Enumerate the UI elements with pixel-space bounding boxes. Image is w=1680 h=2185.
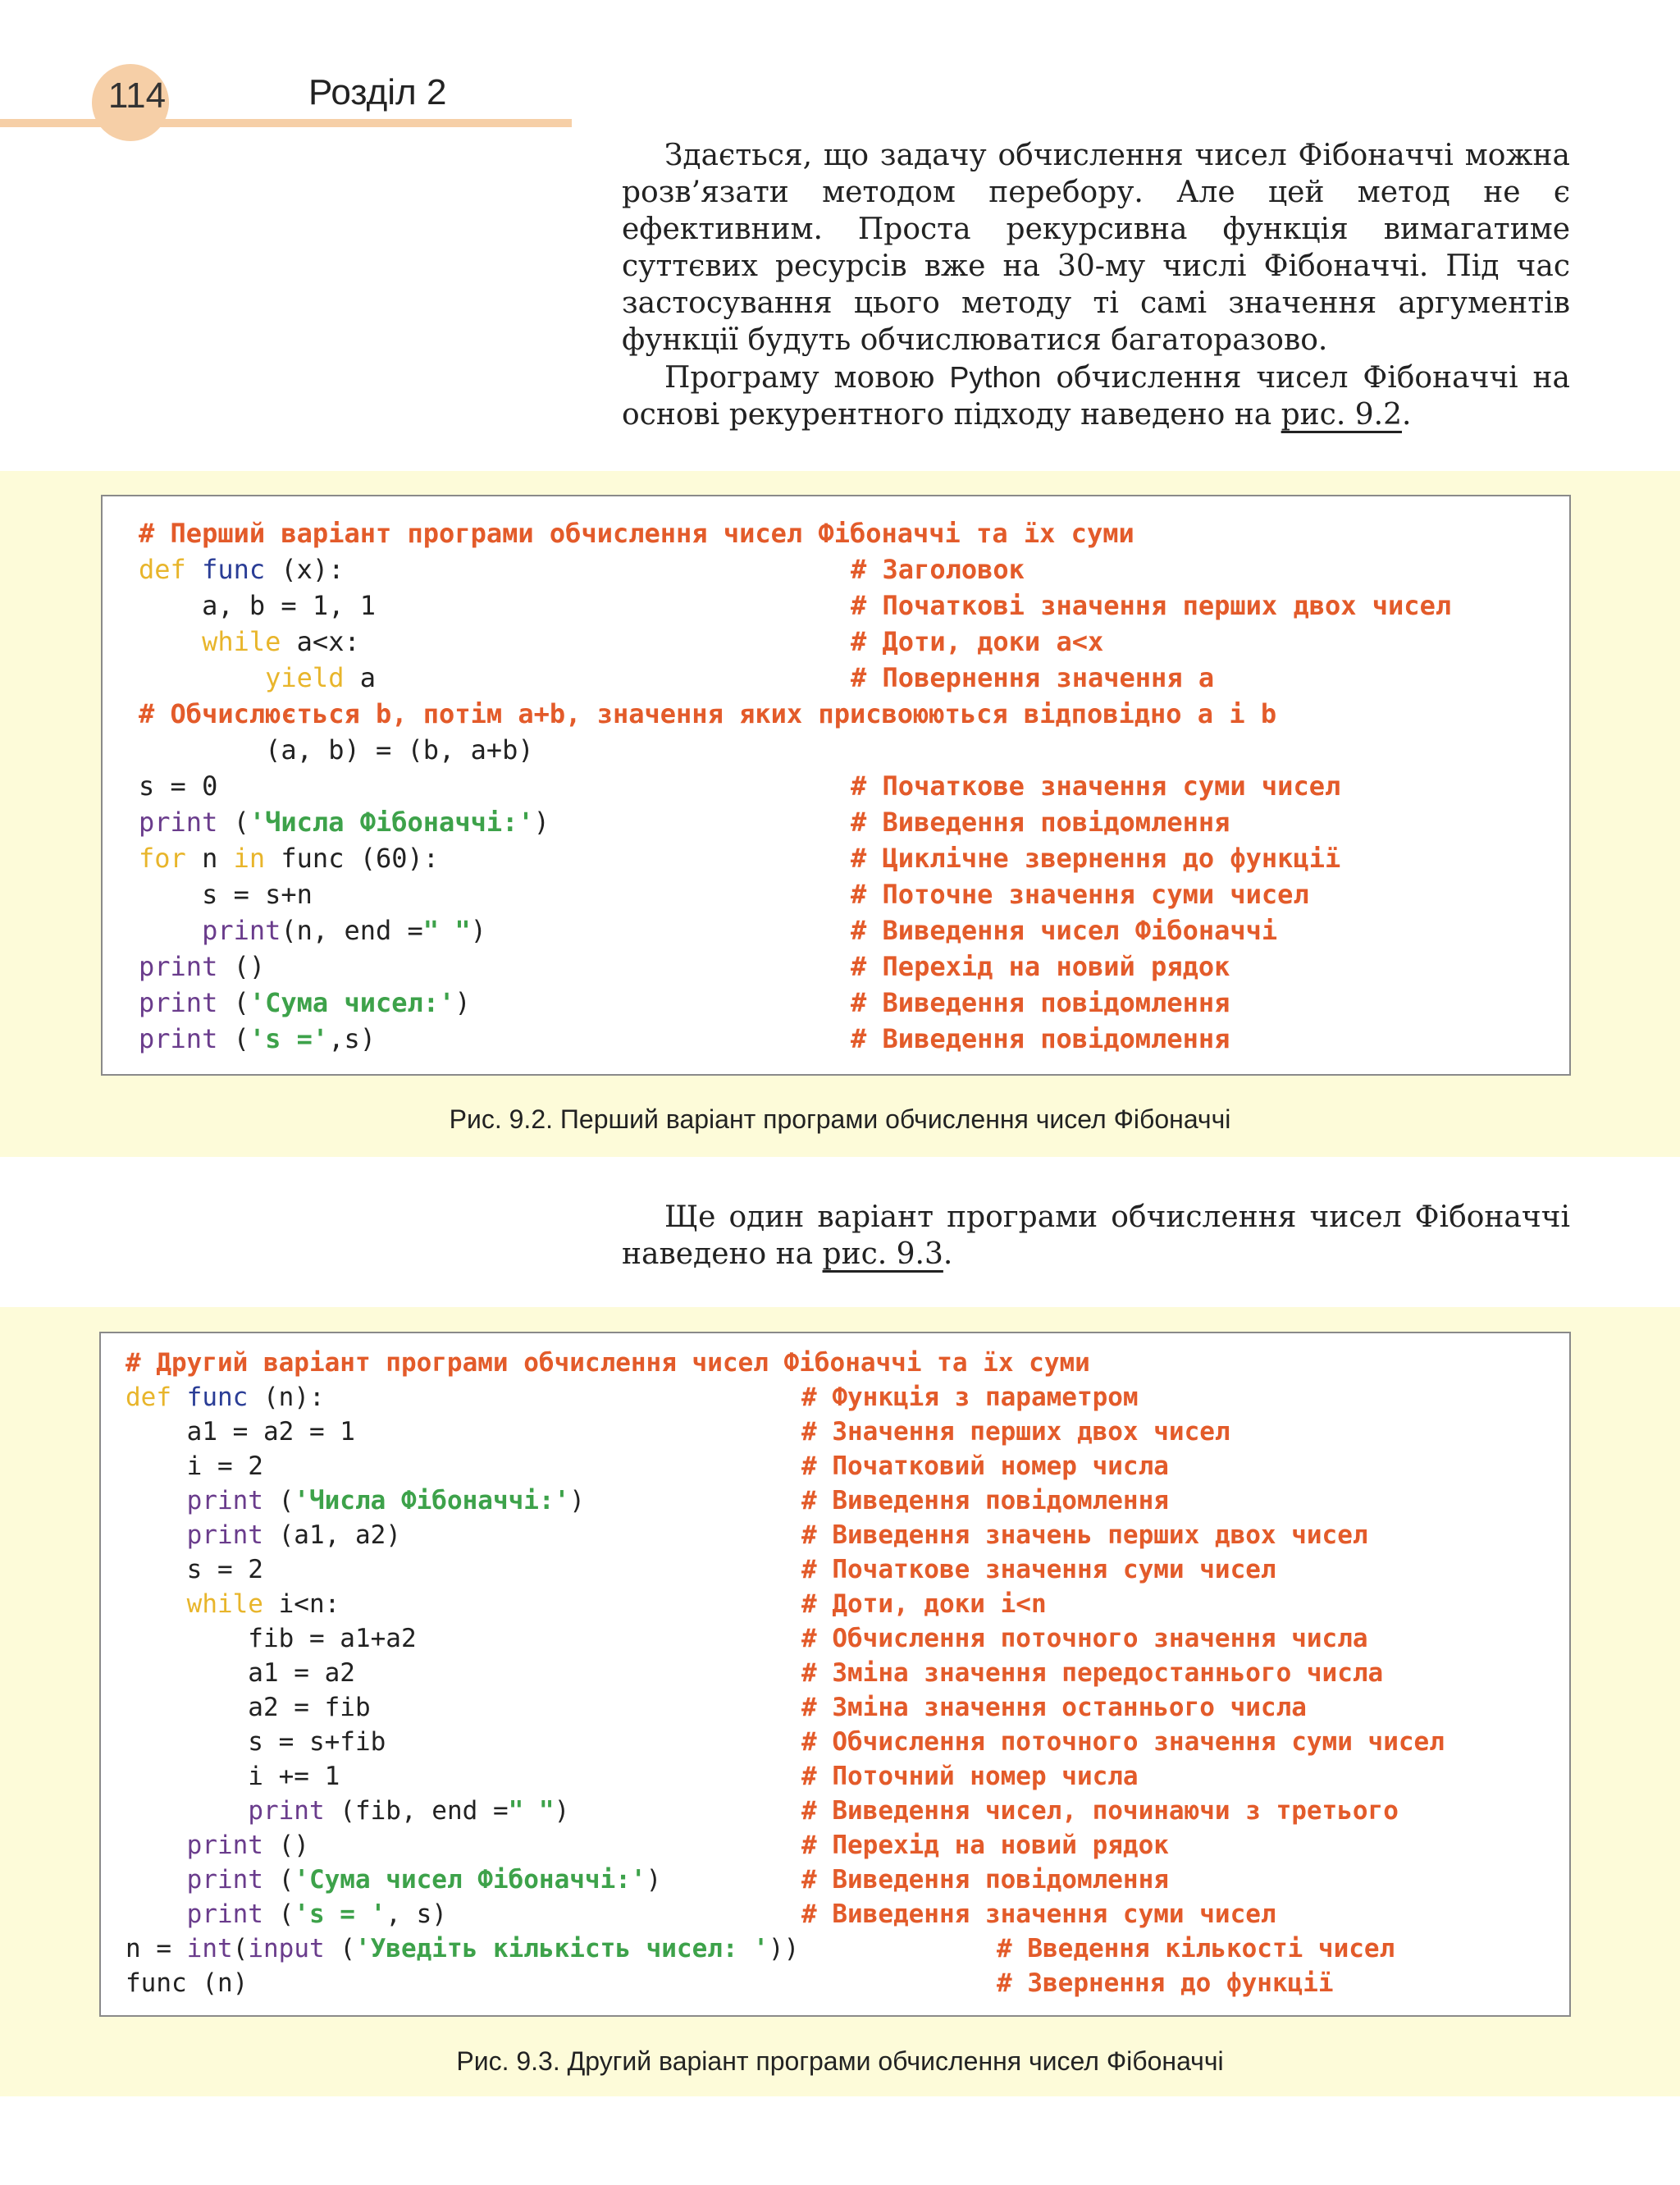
code-comment: # Обчислюється b, потім a+b, значення яких присвоюються відповідно a і b (139, 698, 1277, 729)
middle-paragraph: Ще один варіант програми обчислення чисел Фібоначчі наведено на рис. 9.3. (622, 1200, 1570, 1271)
code-line: fib = a1+a2 (126, 1624, 417, 1653)
code-comment: # Виведення чисел, починаючи з третього (801, 1796, 1399, 1826)
code-line: (a, b) = (b, a+b) (139, 734, 534, 766)
code-comment: # Перехід на новий рядок (801, 1831, 1169, 1860)
code-line: for n in func (60): (139, 843, 440, 874)
code-comment: # Доти, доки i<n (801, 1589, 1047, 1619)
code-comment: # Виведення чисел Фібоначчі (851, 915, 1278, 946)
code-line: s = s+n (139, 879, 313, 910)
code-comment: # Виведення повідомлення (801, 1486, 1169, 1515)
code-line: a, b = 1, 1 (139, 590, 376, 621)
code-line: yield a (265, 662, 376, 693)
code-listing-9-2 (101, 495, 1571, 1076)
code-line: print () (139, 951, 266, 982)
page-number: 114 (107, 75, 167, 116)
code-comment: # Початкові значення перших двох чисел (851, 590, 1452, 621)
code-line: print ('Сума чисел:') (139, 987, 471, 1018)
code-comment: # Зміна значення передостаннього числа (801, 1658, 1384, 1688)
code-line: i += 1 (126, 1762, 340, 1791)
intro-text (622, 137, 1570, 433)
code-comment: # Виведення повідомлення (851, 807, 1230, 838)
code-comment: # Виведення повідомлення (851, 987, 1230, 1018)
code-line: s = 0 (139, 770, 218, 802)
code-line: while i<n: (186, 1589, 340, 1619)
code-line: print (fib, end =" ") (248, 1796, 570, 1826)
python-word: Python (949, 360, 1042, 394)
code-line: def func (x): (139, 554, 345, 585)
code-comment: # Введення кількості чисел (997, 1934, 1395, 1963)
code-comment: # Циклічне звернення до функції (851, 843, 1341, 874)
code-line: print ('Числа Фібоначчі:') (186, 1486, 585, 1515)
code-line: i = 2 (126, 1451, 263, 1481)
code-line: while a<x: (202, 626, 360, 657)
code-line: print ('s =',s) (139, 1023, 376, 1054)
code-line: func (n) (126, 1968, 249, 1998)
code-comment: # Значення перших двох чисел (801, 1417, 1230, 1447)
code-line: s = s+fib (126, 1727, 386, 1757)
code-comment: # Виведення повідомлення (851, 1023, 1230, 1054)
code-comment: # Виведення повідомлення (801, 1865, 1169, 1895)
figure-ref-9-3[interactable]: рис. 9.3 (822, 1237, 943, 1271)
code-comment: # Звернення до функції (997, 1968, 1334, 1998)
code-line: print ('Сума чисел Фібоначчі:') (186, 1865, 662, 1895)
code-line: a1 = a2 (126, 1658, 355, 1688)
header-rule (0, 119, 572, 127)
code-line: print (a1, a2) (186, 1520, 401, 1550)
middle-text (622, 1199, 1570, 1273)
code-comment: # Поточне значення суми чисел (851, 879, 1309, 910)
code-comment: # Початковий номер числа (801, 1451, 1169, 1481)
code-line: n = int(input ('Уведіть кількість чисел: ')) (126, 1934, 800, 1963)
code-line: print ('Числа Фібоначчі:') (139, 807, 550, 838)
code-comment: # Заголовок (851, 554, 1025, 585)
code-comment: # Початкове значення суми чисел (851, 770, 1341, 802)
code-comment: # Виведення значення суми чисел (801, 1899, 1276, 1929)
code-line: print(n, end =" ") (202, 915, 486, 946)
code-line: a2 = fib (126, 1693, 371, 1722)
code-comment: # Функція з параметром (801, 1383, 1139, 1412)
code-line: print ('s = ', s) (186, 1899, 447, 1929)
code-comment: # Перехід на новий рядок (851, 951, 1230, 982)
code-comment: # Повернення значення a (851, 662, 1215, 693)
code-comment: # Обчислення поточного значення суми чисел (801, 1727, 1445, 1757)
figure-caption-9-2: Рис. 9.2. Перший варіант програми обчислення чисел Фібоначчі (449, 1104, 1231, 1134)
figure-caption-9-3: Рис. 9.3. Другий варіант програми обчислення чисел Фібоначчі (456, 2046, 1224, 2076)
code-line: def func (n): (126, 1383, 325, 1412)
code-comment: # Обчислення поточного значення числа (801, 1624, 1368, 1653)
code-comment: # Поточний номер числа (801, 1762, 1139, 1791)
intro-paragraph-1: Здається, що задачу обчислення чисел Фібоначчі можна розв’язати методом перебору. Але цей метод не є ефективним. Проста рекурсивна функція вимагатиме суттєвих ресурсів вже на 30-му числі Фібоначчі. Під час застосування цього методу ті самі значення аргументів функції будуть обчислюватися багаторазово. (622, 139, 1570, 357)
code-line: a1 = a2 = 1 (126, 1417, 355, 1447)
intro-paragraph-2: Програму мовою Python обчислення чисел Фібоначчі на основі рекурентного підходу наведено на рис. 9.2. (622, 360, 1570, 432)
code-line: s = 2 (126, 1555, 263, 1584)
figure-ref-9-2[interactable]: рис. 9.2 (1281, 398, 1402, 432)
code-comment: # Другий варіант програми обчислення чисел Фібоначчі та їх суми (126, 1348, 1090, 1378)
code-listing-9-3 (99, 1332, 1571, 2017)
code-comment: # Перший варіант програми обчислення чисел Фібоначчі та їх суми (139, 518, 1134, 549)
code-comment: # Доти, доки a<x (851, 626, 1104, 657)
code-comment: # Початкове значення суми чисел (801, 1555, 1276, 1584)
code-comment: # Виведення значень перших двох чисел (801, 1520, 1368, 1550)
code-line: print () (186, 1831, 309, 1860)
section-title: Розділ 2 (308, 72, 447, 112)
code-comment: # Зміна значення останнього числа (801, 1693, 1307, 1722)
